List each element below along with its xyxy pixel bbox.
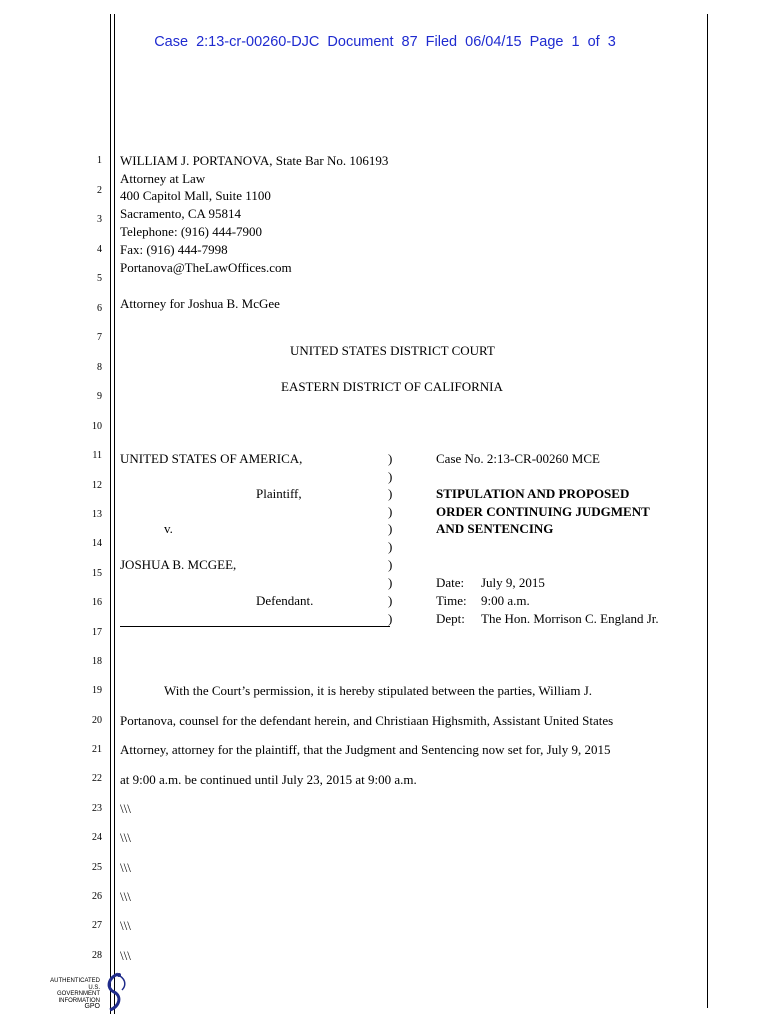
body-line-1: With the Court’s permission, it is hereby stipulated between the parties, William J. [164, 683, 592, 698]
hearing-dept-value: The Hon. Morrison C. England Jr. [481, 611, 659, 626]
caption-paren: ) [388, 451, 393, 466]
document-title-line-2: ORDER CONTINUING JUDGMENT [436, 504, 650, 519]
caption-paren: ) [388, 469, 393, 484]
slash-marker: \\\ [120, 860, 131, 875]
body-line-2: Portanova, counsel for the defendant herein, and Christiaan Highsmith, Assistant United States [120, 713, 614, 728]
caption-paren: ) [388, 593, 393, 608]
court-name: UNITED STATES DISTRICT COURT [290, 343, 495, 358]
line-number: 20 [92, 715, 102, 726]
body-line-3: Attorney, attorney for the plaintiff, that the Judgment and Sentencing now set for, July 9, 2015 [120, 742, 611, 757]
line-number: 7 [97, 332, 102, 343]
slash-marker: \\\ [120, 918, 131, 933]
plaintiff-role: Plaintiff, [256, 486, 302, 501]
line-number: 23 [92, 803, 102, 814]
attorney-title: Attorney at Law [120, 171, 206, 186]
line-number: 10 [92, 421, 102, 432]
line-number: 13 [92, 509, 102, 520]
attorney-for: Attorney for Joshua B. McGee [120, 296, 280, 311]
caption-paren: ) [388, 557, 393, 572]
slash-marker: \\\ [120, 830, 131, 845]
gpo-eagle-icon [100, 970, 130, 1014]
line-number: 24 [92, 832, 102, 843]
hearing-date-value: July 9, 2015 [481, 575, 545, 590]
line-number: 8 [97, 362, 102, 373]
line-number: 17 [92, 627, 102, 638]
line-number: 25 [92, 862, 102, 873]
caption-paren: ) [388, 521, 393, 536]
attorney-name: WILLIAM J. PORTANOVA, State Bar No. 106193 [120, 153, 389, 168]
attorney-address-1: 400 Capitol Mall, Suite 1100 [120, 188, 271, 203]
case-number: Case No. 2:13-CR-00260 MCE [436, 451, 600, 466]
left-margin-rule-1 [110, 14, 111, 1014]
seal-text: AUTHENTICATED U.S. GOVERNMENT INFORMATION GPO [50, 978, 100, 1010]
line-number: 1 [97, 155, 102, 166]
line-number: 6 [97, 303, 102, 314]
left-margin-rule-2 [114, 14, 115, 1014]
line-number: 22 [92, 773, 102, 784]
hearing-time-value: 9:00 a.m. [481, 593, 530, 608]
line-number: 19 [92, 685, 102, 696]
slash-marker: \\\ [120, 948, 131, 963]
body-line-4: at 9:00 a.m. be continued until July 23, 2015 at 9:00 a.m. [120, 772, 417, 787]
document-title-line-1: STIPULATION AND PROPOSED [436, 486, 630, 501]
line-number: 16 [92, 597, 102, 608]
attorney-email: Portanova@TheLawOffices.com [120, 260, 292, 275]
versus: v. [164, 521, 173, 536]
line-number: 26 [92, 891, 102, 902]
caption-paren: ) [388, 611, 393, 626]
line-number: 27 [92, 920, 102, 931]
defendant-role: Defendant. [256, 593, 314, 608]
line-number: 18 [92, 656, 102, 667]
line-number: 9 [97, 391, 102, 402]
line-number: 28 [92, 950, 102, 961]
hearing-date-label: Date: [436, 575, 465, 590]
line-number: 11 [92, 450, 102, 461]
slash-marker: \\\ [120, 801, 131, 816]
slash-marker: \\\ [120, 889, 131, 904]
caption-paren: ) [388, 539, 393, 554]
defendant-name: JOSHUA B. MCGEE, [120, 557, 237, 572]
caption-underline [120, 626, 390, 627]
line-number: 12 [92, 480, 102, 491]
caption-paren: ) [388, 504, 393, 519]
attorney-address-2: Sacramento, CA 95814 [120, 206, 241, 221]
hearing-dept-label: Dept: [436, 611, 465, 626]
line-number: 14 [92, 538, 102, 549]
right-margin-rule [707, 14, 708, 1008]
line-number: 15 [92, 568, 102, 579]
document-title-line-3: AND SENTENCING [436, 521, 554, 536]
line-number: 21 [92, 744, 102, 755]
plaintiff-name: UNITED STATES OF AMERICA, [120, 451, 303, 466]
hearing-time-label: Time: [436, 593, 467, 608]
attorney-telephone: Telephone: (916) 444-7900 [120, 224, 263, 239]
caption-paren: ) [388, 486, 393, 501]
case-header: Case 2:13-cr-00260-DJC Document 87 Filed 06/04/15 Page 1 of 3 [154, 34, 616, 50]
line-number: 3 [97, 214, 102, 225]
line-number: 2 [97, 185, 102, 196]
line-number: 5 [97, 273, 102, 284]
court-district: EASTERN DISTRICT OF CALIFORNIA [281, 379, 503, 394]
caption-paren: ) [388, 575, 393, 590]
attorney-fax: Fax: (916) 444-7998 [120, 242, 228, 257]
line-number: 4 [97, 244, 102, 255]
